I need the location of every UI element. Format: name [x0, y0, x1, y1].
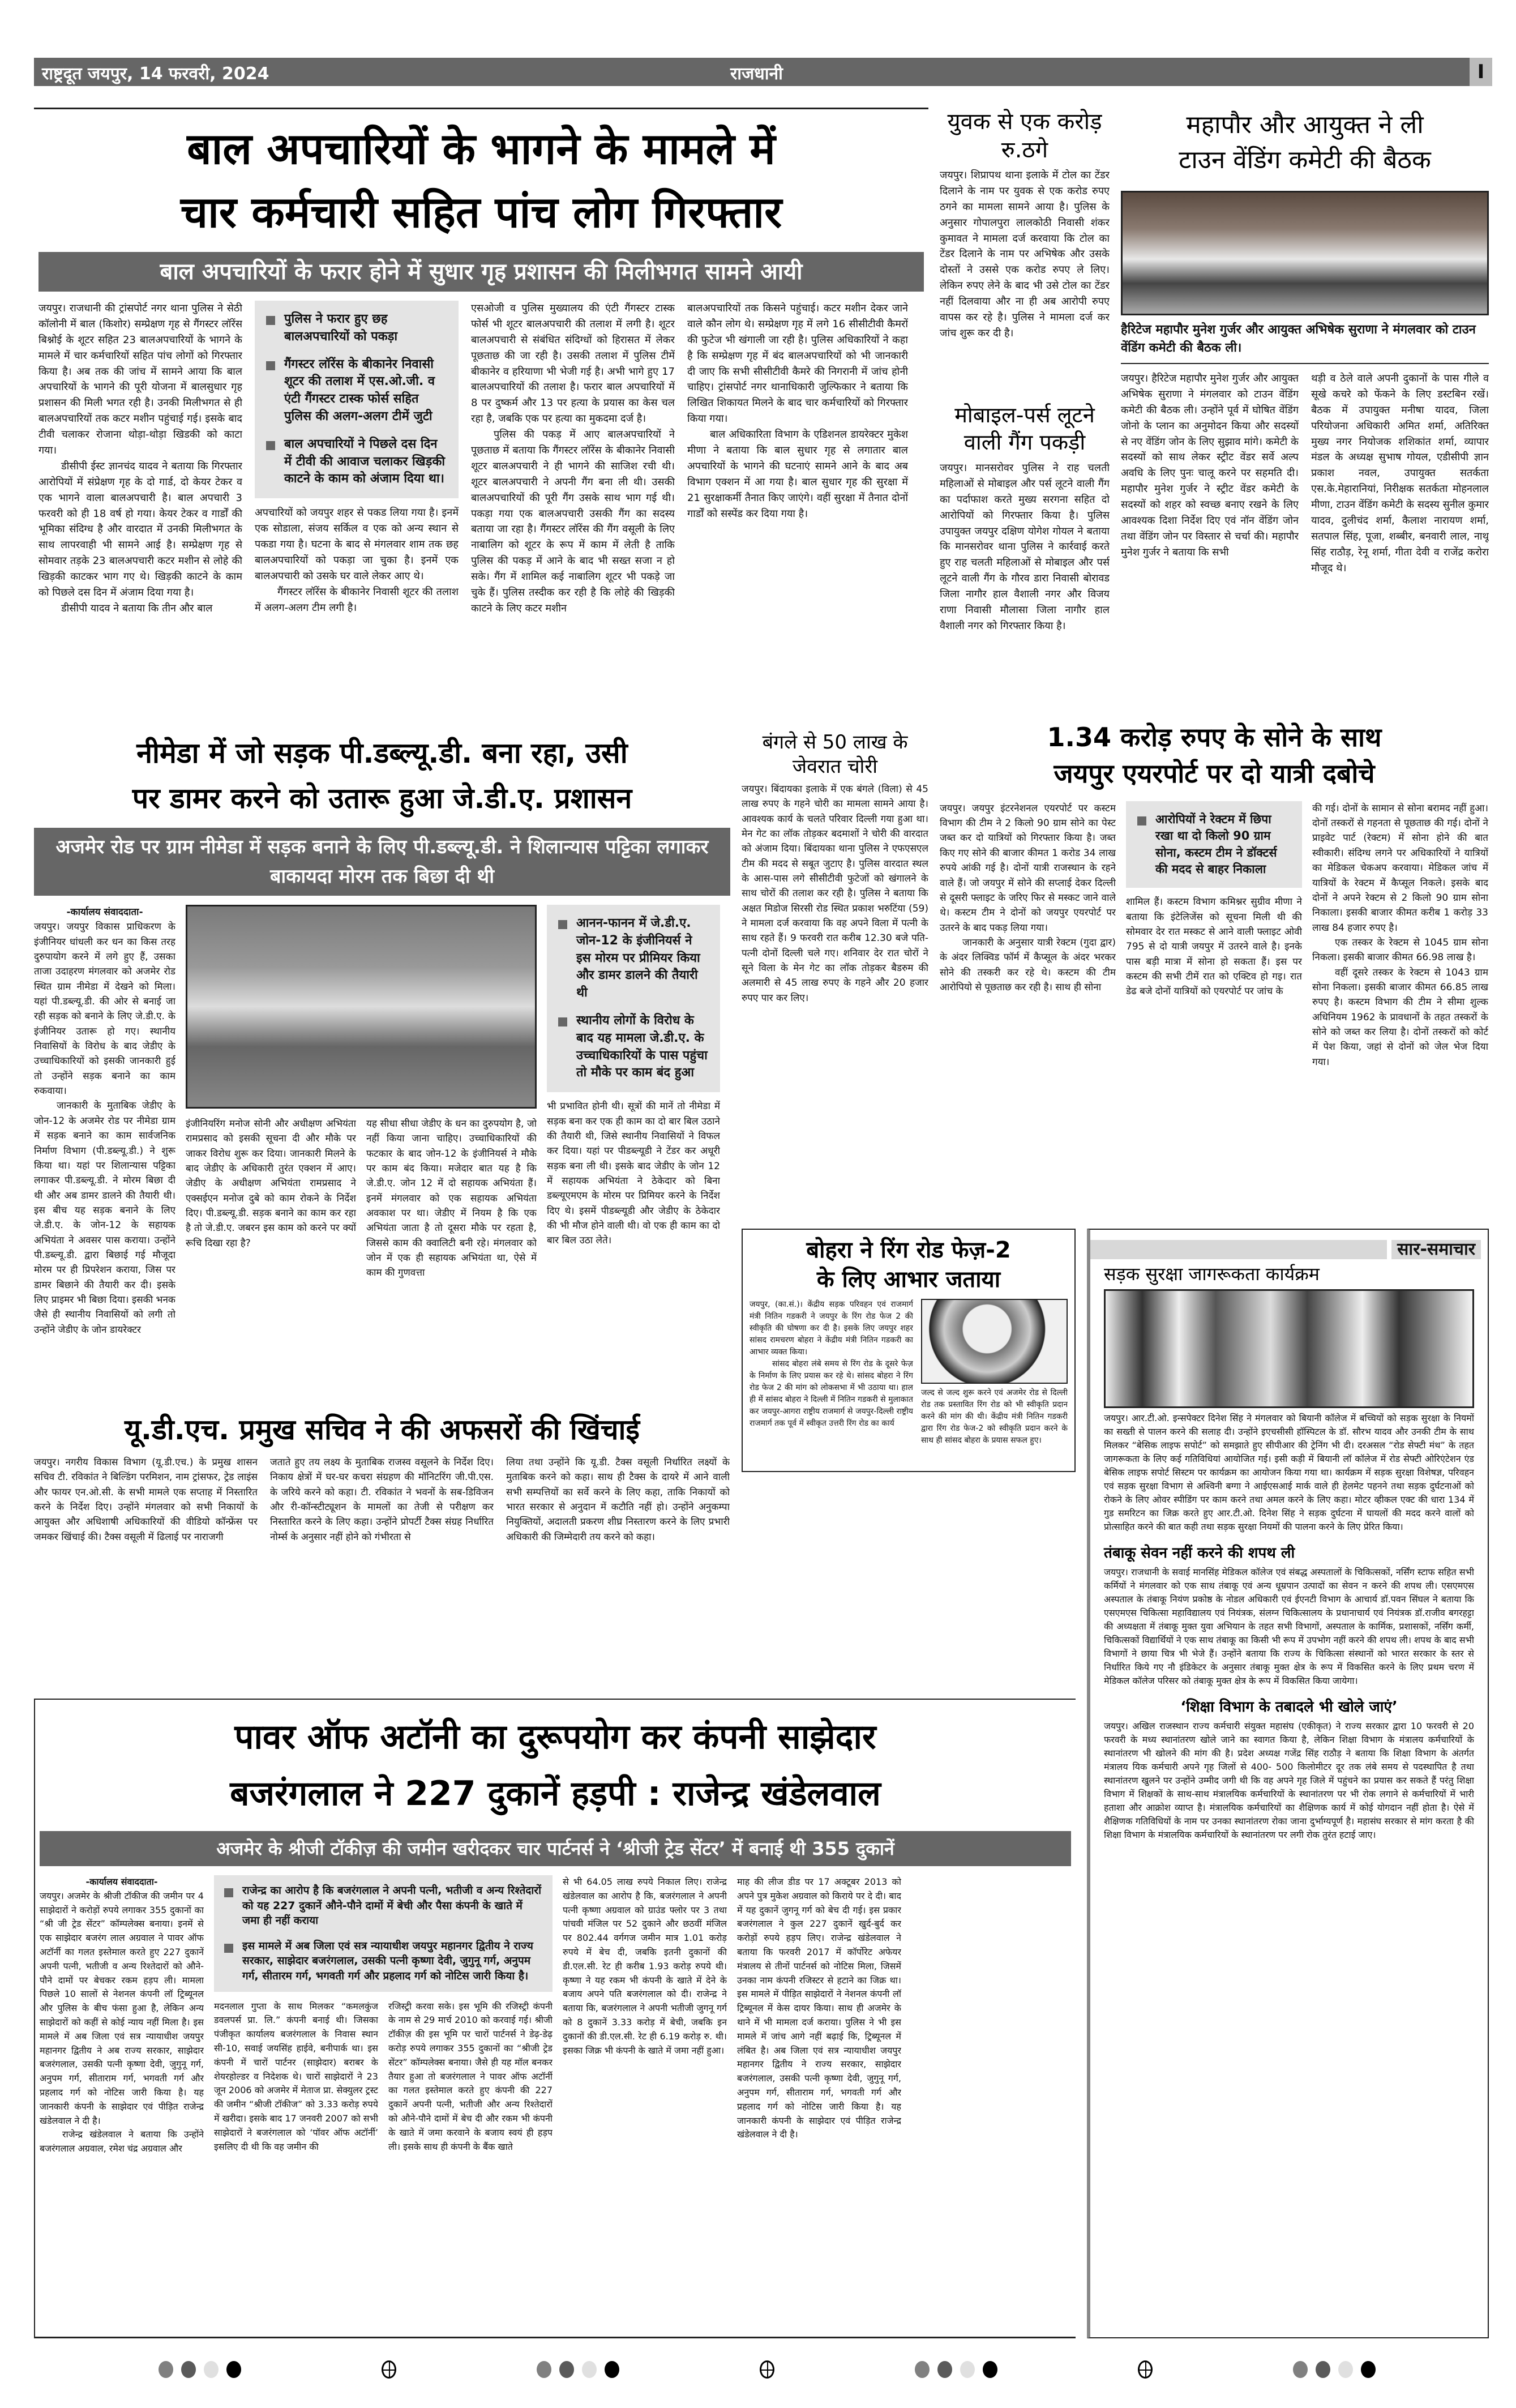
brief-body: जयपुर। राजधानी के सवाई मानसिंह मेडिकल कॉलेज एवं संबद्ध अस्पतालों के चिकित्सकों, नर्सिंग स्टाफ सहित सभी कर्मियों ने मंगलवार को एक साथ तंबाकू एवं अन्य धूम्रपान उत्पादों का सेवन न करने की शपथ ली। एसएमएस अस्पताल के तंबाकू नियंण प्रकोष्ठ के नोडल अधिकारी एवं ईएनटी विभाग के आचार्य डॉ.पवन सिंघल ने बताया कि एसएमएस चिकित्सा महाविद्यालय एवं नियंत्रक, संलग्न चिकित्सालय के प्रधानाचार्य एवं नियंत्रक डॉ.राजीव बगरहट्टा की अध्यक्षता में तंबाकू मुक्त युवा अभियान के तहत सभी विभागों, अस्पताल के कार्मिक, प्रशासकों, नर्सिंग कर्मी, चिकित्सकों विद्यार्थियों ने एक साथ तंबाकू का किसी भी रूप में उपभोग नहीं करने की शपथ ली। शपथ के बाद सभी विभागों ने छाया चित्र भी भेजे हैं। उन्होंने बताया कि राज्य के चिकित्सा संस्थानों को भारत सरकार के स्तर से निर्धारित किये गए नौ इंडिकेटर के अनुसार तंबाकू मुक्त क्षेत्र के रूप में विकसित करने के लिए प्रथम चरण में मेडिकल कॉलेज परिसर को तंबाकू मुक्त क्षेत्र के रूप में विकसित किया जायेगा। — [1104, 1567, 1474, 1686]
highlight-text: इस मामले में अब जिला एवं सत्र न्यायाधीश जयपुर महानगर द्वितीय ने राज्य सरकार, साझेदार बजरंगलाल, उसकी पत्नी कृष्णा देवी, जुगुनू गर्ग, अनुपम गर्ग, सीतारम गर्ग, भगवती गर्ग और प्रहलाद गर्ग को नोटिस जारी किया है। — [242, 1939, 533, 1982]
site-photo — [186, 905, 537, 1109]
story-col: मदनलाल गुप्ता के साथ मिलकर “कमलकुंज डवलपर्स प्रा. लि.” कंपनी बनाई थी। जिसका पंजीकृत कार्यालय बजरंगलाल के निवास स्थान सी-10, सवाई जयसिंह हाईवे, बनीपार्क था। इस कंपनी में चारों पार्टनर (साझेदार) बराबर के शेयरहोल्डर व निदेशक थे। चारों साझेदारों ने 23 जून 2006 को अजमेर में मेताज प्रा. सेक्युलर ट्रस्ट की जमीन “श्रीजी टॉकीज” को 3.33 करोड़ रुपये में खरीदा। इसके बाद 17 जनवरी 2007 को सभी साझेदारों ने बजरंगलाल को ‘पॉवर ऑफ अटॉर्नी’ इसलिए दी थी कि वह जमीन की — [214, 2000, 378, 2152]
paragraph: वहीं दूसरे तस्कर के रेक्टम से 1043 ग्राम सोना निकला। इसकी बाजार कीमत 66.85 लाख रुपए है। कस्टम विभाग की टीम ने सीमा शुल्क अधिनियम 1962 के प्रावधानों के तहत तस्करों के सोने को जब्त कर लिया है। दोनों तस्करों को कोर्ट में पेश किया, जहां से दोनों को जेल भेज दिया गया। — [1312, 966, 1488, 1068]
color-registration-dots — [915, 2361, 997, 2378]
paragraph: जयपुर। जयपुर विकास प्राधिकरण के इंजीनियर धांधली कर धन का किस तरह दुरुपायोग करने में लगे हुए हैं, उसका ताजा उदाहरण मंगलवार को अजमेर रोड स्थित ग्राम नीमेडा में देखने को मिला। यहां पी.डब्ल्यू.डी. की ओर से बनाई जा रही सड़क को बनाने के लिए जे.डी.ए. के इंजीनियर उतारू हो गए। स्थानीय निवासियों के विरोध के बाद जेडीए के उच्चाधिकारियों को इसकी जानकारी हुई तो उन्होंने सड़क बनाने का काम रुकवाया। — [34, 921, 175, 1097]
headline-line: बाल अपचारियों के भागने के मामले में — [187, 123, 776, 174]
subheadline: बाल अपचारियों के फरार होने में सुधार गृह प्रशासन की मिलीभगत सामने आयी — [38, 252, 924, 292]
brief-headline: सड़क सुरक्षा जागरूकता कार्यक्रम — [1104, 1263, 1320, 1285]
event-photo — [1104, 1289, 1474, 1408]
brief-headline: ‘शिक्षा विभाग के तबादले भी खोले जाएं’ — [1180, 1699, 1398, 1716]
headline: युवक से एक करोड़ रु.ठगे — [947, 109, 1102, 163]
color-dot-icon — [1338, 2361, 1353, 2378]
story-body: जयपुर। बिंदायका इलाके में एक बंगले (विला) से 45 लाख रुपए के गहने चोरी का मामला सामने आया है। आवश्यक कार्य के चलते परिवार दिल्ली गया हुआ था। मेन गेट का लॉक तोड़कर बदमाशों ने चोरी की वारदात को अंजाम दिया। बिंदायका थाना पुलिस ने एफएसएल टीम की मदद से सबूत जुटाए है। पुलिस वारदात स्थल के आस-पास लगे सीसीटीवी फुटेजों को खंगालने के साथ चोरों की तलाश कर रही है। पुलिस ने बताया कि अक्षत मिडोज सिरसी रोड स्थित प्रकाश भरुटिंया (59) ने मामला दर्ज करवाया कि वह अपने विला में पत्नी के साथ रहते हैं। 9 फरवरी रात करीब 12.30 बजे पति-पत्नी दोनों दिल्ली चले गए। शनिवार देर रात चोरों ने सूने विला के मेन गेट का लॉक तोड़कर बैडरुम की अलमारी से 45 लाख रुपए के गहने और 20 हजार रुपए पार कर लिए। — [742, 784, 928, 1004]
highlight-item — [224, 1883, 542, 1928]
story-col: जताते हुए तय लक्ष्य के मुताबिक राजस्व वसूलने के निर्देश दिए। निकाय क्षेत्रों में घर-घर कचरा संग्रहण की मॉनिटरिंग जी.पी.एस. के जरिये करने को कहा। टी. रविकांत ने भवनों के सब-डिविजन और री-कॉन्स्टीट्यूशन के मामलों का तेजी से परीक्षण कर निस्तारित करने के लिए कहा। उन्होंने प्रोपर्टी टैक्स संग्रह निर्धारित नोर्म्स के अनुसार नहीं होने को गंभीरता से — [270, 1457, 494, 1543]
story-theft — [742, 730, 928, 1217]
headline-line: के लिए आभार जताया — [816, 1267, 1001, 1293]
story-col: शामिल हैं। कस्टम विभाग कमिश्नर सुग्रीव मीणा ने बताया कि इंटेलिजेंस को सूचना मिली थी की सोमवार देर रात मस्कट से आने वाली फ्लाइट ओवी 795 से दो यात्री जयपुर में उतरने वाले है। इनके पास बड़ी मात्रा में सोना हो सकता हैं। इस पर कस्टम की सभी टीमें रात को एक्टिव हो गइ। रात डेढ बजे दोनों यात्रियों को एयरपोर्ट पर जांच के — [1126, 896, 1302, 998]
bullet-icon — [558, 1017, 567, 1026]
highlight-item — [1137, 811, 1291, 878]
story-col — [38, 301, 242, 669]
brief-headline: तंबाकू सेवन नहीं करने की शपथ ली — [1104, 1545, 1295, 1562]
highlight-text: स्थानीय लोगों के विरोध के बाद यह मामला जे.डी.ए. के उच्चाधिकारियों के पास पहुंचा तो मौके पर काम बंद हुआ — [576, 1013, 708, 1080]
color-dot-icon — [582, 2361, 597, 2378]
photo-caption: हैरिटेज महापौर मुनेश गुर्जर और आयुक्त अभिषेक सुराणा ने मंगलवार को टाउन वेंडिंग कमेटी की बैठक ली। — [1121, 321, 1489, 364]
headline — [35, 1709, 1076, 1822]
story-col: जयपुर। हैरिटेज महापौर मुनेश गुर्जर और आयुक्त अभिषेक सुराणा ने मंगलवार को टाउन वेंडिंग कमेटी की बैठक ली। उन्होंने पूर्व में घोषित वेंडिंग जोनो के प्लान का अनुमोदन किया और सदस्यों से नए वेंडिंग जोन के लिए सुझाव मांगे। कमेटी के सदस्यों को साथ लेकर स्ट्रीट वेंडर सर्वे अल्प अवधि के लिए पुनः चालू करने पर सहमति दी। महापौर मुनेश गुर्जर ने स्ट्रीट वेंडर कमेटी के सदस्यों को शहर को स्वच्छ बनाए रखने के लिए आवश्यक दिशा निर्देश दिए एवं नॉन वेंडिंग जोन तथा वेंडिंग जोन पर विस्तार से चर्चा की। महापौर मुनेश गुर्जर ने बताया कि सभी — [1121, 372, 1299, 558]
highlights-box — [547, 905, 720, 1092]
news-brief-sidebar — [1087, 1229, 1489, 2338]
story-road — [34, 730, 730, 1398]
story-col: थड़ी व ठेले वाले अपनी दुकानों के पास गीले व सूखे कचरे को फेंकने के लिए डस्टबिन रखें। बैठक में उपायुक्त मनीषा यादव, जिला परियोजना अधिकारी अमित शर्मा, अतिरिक्त मुख्य नगर नियोजक शशिकांत शर्मा, व्यापार मंडल के अध्यक्ष सुभाष गोयल, एडीसीपी ज्ञान प्रकाश नवल, उपायुक्त सतर्कता एस.के.मेहारानियां, निरीक्षक सतर्कता मोहनलाल मीणा, टाउन वेंडिंग कमेटी के सदस्य सुनील कुमार यादव, दुलीचंद शर्मा, कैलाश नारायण शर्मा, सतपाल सिंह, पूजा, शब्बीर, बनवारी लाल, नाथू सिंह राठौड़, रेनू शर्मा, गीता देवी व राजेंद्र करोरा मौजूद थे। — [1311, 372, 1489, 574]
story-gold — [940, 719, 1489, 1217]
highlight-text: आरोपियों ने रेक्टम में छिपा रखा था दो किलो 90 ग्राम सोना, कस्टम टीम ने डॉक्टर्स की मदद से बाहर निकाला — [1155, 812, 1277, 876]
story-col: इंजीनियरिंग मनोज सोनी और अधीक्षण अभियंता रामप्रसाद को इसकी सूचना दी और मौके पर जाकर विरोध शुरू कर दिया। जानकारी मिलने के बाद जेडीए के अधिकारी तुरंत एक्शन में आए। जेडीए के अधीक्षण अभियंता रामप्रसाद ने एक्सईएन मनोज दुबे को काम रोकने के निर्देश दिए। पी.डब्ल्यू.डी. सड़क बनाने का काम कर रहा है तो जे.डी.ए. जबरन इस काम को करने पर क्यों रूचि दिखा रहा है? — [186, 1118, 356, 1249]
color-dot-icon — [915, 2361, 930, 2378]
byline: -कार्यालय संवाददाता- — [66, 906, 143, 918]
headline-line: जयपुर एयरपोर्ट पर दो यात्री दबोचे — [1054, 758, 1375, 789]
paragraph: जयपुर। राजधानी की ट्रांसपोर्ट नगर थाना पुलिस ने सेठी कॉलोनी में बाल (किशोर) सम्प्रेक्षण गृह से गैंगस्टर लॉरेंस बिश्नोई के शूटर सहित 23 बालअपचारियों के भागने के मामले में चार कर्मचारियों सहित पांच लोगों को गिरफ्तार किया है। अब तक की जांच में सामने आया कि बाल अपचारियों के भागने की पूरी योजना में बालसुधार गृह प्रशासन की मिली भगत रही है। उनकी मिलीभगत से ही बालअपचारियों तक कटर मशीन पहुंचाई गई। इसके बाद टीवी चलाकर रोजाना थोड़ा-थोड़ा खिडकी को काटा गया। — [38, 302, 242, 457]
label-bar — [1090, 1240, 1387, 1259]
headline: यू.डी.एच. प्रमुख सचिव ने की अफसरों की खिंचाई — [125, 1413, 640, 1446]
paragraph: डीसीपी ईस्ट ज्ञानचंद यादव ने बताया कि गिरफ्तार आरोपियों में संप्रेक्षण गृह के दो गार्ड, दो केयर टेकर व एक भागने वाला बालअपचारी है। बाल अपचारी 3 फरवरी को ही 18 वर्ष हो गया। केयर टेकर व गार्डों की भूमिका संदिग्ध है और वारदात में उनकी मिलीभगत के साथ लापरवाही भी सामने आई है। सम्प्रेक्षण गृह से सोमवार तड़के 23 बालअपचारी कटर मशीन से लोहे की खिड़की काटकर भाग गए थे। खिड़की काटने के काम को पिछले दस दिन में अंजाम दिया गया है। — [38, 460, 242, 599]
bullet-icon — [224, 1944, 233, 1953]
highlight-text: पुलिस ने फरार हुए छह बालअपचारियों को पकड़ा — [284, 312, 398, 344]
story-col: से भी 64.05 लाख रुपये निकाल लिए। राजेन्द्र खंडेलवाल का आरोप है कि, बजरंगलाल ने अपनी पत्नी कृष्णा अग्रवाल को ग्राउंड फ्लोर पर 3 तथा पांचवी मंजिल पर 52 दुकाने और छठवीं मंजिल पर 802.44 वर्गगज जमीन मात्र 1.01 करोड़ रुपये में बेच दी, जबकि इतनी दुकानों की डी.एल.सी. रेट ही करीब 1.93 करोड़ रुपये थी। कृष्णा ने यह रकम भी कंपनी के खाते में देने के बजाय अपने पति बजरंगलाल को दी। राजेन्द्र ने बताया कि, बजरंगलाल ने अपनी भतीजी जुगनू गर्ग को 8 दुकानें 3.33 करोड़ में बेची, जबकि इन दुकानों की डी.एल.सी. रेट ही 6.19 करोड़ रु. थी। इसका जिक्र भी कंपनी के खाते में जमा नहीं हुआ। — [563, 1876, 727, 2056]
paragraph: जयपुर, (का.सं.)। केंद्रीय सड़क परिवहन एवं राजमार्ग मंत्री नितिन गडकरी ने जयपुर के रिंग रोड फेज 2 की स्वीकृति की घोषणा कर दी है। इसके लिए जयपुर शहर सांसद रामचरण बोहरा ने केंद्रीय मंत्री नितिन गडकरी का आभार व्यक्त किया। — [750, 1300, 913, 1357]
headline-line: नीमेडा में जो सड़क पी.डब्ल्यू.डी. बना रहा, उसी — [136, 737, 628, 769]
story-thug — [940, 108, 1110, 391]
story-udh — [34, 1410, 730, 1687]
crosshair-registration-icon — [760, 2360, 774, 2379]
highlight-text: राजेन्द्र का आरोप है कि बजरंगलाल ने अपनी पत्नी, भतीजी व अन्य रिश्तेदारों को यह 227 दुकानें औने-पौने दामों में बेची और पैसा कंपनी के खाते में जमा ही नहीं कराया — [242, 1884, 542, 1927]
story-col — [1312, 801, 1488, 1209]
highlight-item — [266, 356, 447, 426]
story-col: जयपुर। नगरीय विकास विभाग (यू.डी.एच.) के प्रमुख शासन सचिव टी. रविकांत ने बिल्डिंग परमिशन, नाम ट्रांसफर, ट्रेड लाइंस और फायर एन.ओ.सी. के सभी मामले एक सप्ताह में निस्तारित करने के निर्देश दिए। उन्होंने मंगलवार को सभी निकायों के आयुक्त और अधिशाषी अधिकारियों की वीडियो कॉन्फ्रेंस पर जमकर खिंचाई की। टैक्स वसूली में ढिलाई पर नाराजगी — [34, 1457, 258, 1543]
color-dot-icon — [605, 2361, 619, 2378]
paragraph: एसओजी व पुलिस मुख्यालय की एंटी गैंगस्टर टास्क फोर्स भी शूटर बालअपचारी की तलाश में लगी है। शूटर बालअपचारी से संबंधित संदिग्धों को हिरासत में लेकर पूछताछ की जा रही है। उसकी तलाश में पुलिस टीमें बीकानेर व हरियाणा भी भेजी गई है। अभी भागे हुए 17 बालअपचारियों की तलाश है। फरार बाल अपचारियों में 8 पर दुष्कर्म और 13 पर हत्या के प्रयास का केस चल रहा है, जबकि एक पर हत्या का मुकदमा दर्ज है। — [471, 302, 675, 425]
paragraph: जानकारी के अनुसार यात्री रेक्टम (गुदा द्वार) के अंदर लिक्विड फॉर्म में कैप्सूल के अंदर भरकर सोने की तस्करी कर रहे थे। कस्टम की टीम आरोपियो से पूछताछ कर रही है। साथ ही सोना — [940, 936, 1116, 993]
story-col: भी प्रभावित होनी थी। सूत्रों की मानें तो नीमेडा में सड़क बना कर एक ही काम का दो बार बिल उठाने की तैयारी थी, जिसे स्थानीय निवासियों ने विफल कर दिया। यहां पर पीडब्ल्यूडी ने टेंडर कर अधूरी सड़क बना ली थी। इसके बाद जेडीए के जोन 12 में सहायक अभियंता ने ठेकेदार को बिना डब्ल्यूएमएम के मोरम पर प्रिमियर करने के निर्देश दिए थे। इसमें पीडब्ल्यूडी और जेडीए के ठेकेदार की भी मौज होने वाली थी। वो एक ही काम का दो बार बिल उठा लेते। — [547, 1101, 720, 1247]
mp-portrait — [921, 1299, 1068, 1384]
story-power — [34, 1699, 1076, 2338]
color-registration-dots — [537, 2361, 619, 2378]
story-vending — [1121, 108, 1489, 708]
headline: मोबाइल-पर्स लूटने वाली गैंग पकड़ी — [954, 403, 1095, 455]
headline — [743, 1235, 1074, 1294]
headline — [34, 730, 730, 821]
story-col — [40, 1875, 204, 2283]
paragraph: जयपुर। जयपुर इंटरनेशनल एयरपोर्ट पर कस्टम विभाग की टीम ने 2 किलो 90 ग्राम सोने का पेस्ट जब्त कर दो यात्रियों को गिरफ्तार किया है। जब्त किए गए सोने की बाजार कीमत 1 करोड 34 लाख रुपये आंकी गई है। दोनों यात्री राजस्थान के रहने वाले हैं। जो जयपुर में सोने की सप्लाई देकर दिल्ली से दूसरी फ्लाइट के जरिए फिर से मस्कट जाने वाले थे। कस्टम टीम ने दोनों को जयपुर एयरपोर्ट पर उतरने के बाद पकड़ लिया गया। — [940, 802, 1116, 934]
bullet-icon — [266, 316, 275, 325]
story-col — [34, 905, 175, 1380]
crosshair-registration-icon — [382, 2360, 396, 2379]
story-bohra — [742, 1229, 1076, 1472]
color-dot-icon — [1293, 2361, 1308, 2378]
story-col — [687, 301, 908, 669]
headline — [1121, 108, 1489, 177]
headline-line: बजरंगलाल ने 227 दुकानें हड़पी : राजेन्द्र खंडेलवाल — [230, 1774, 881, 1814]
paragraph: पुलिस की पकड़ में आए बालअपचारियों ने पूछताछ में बताया कि गैंगस्टर लॉरेंस के बीकानेर निवासी शूटर बालअपचारी ने ही भागने की साजिश रची थी। शूटर बालअपचारी ने अपनी गैंग बना ली थी। उसकी बालअपचारियों की पूरी गैंग उसके साथ भाग गई थी। पकड़ा गया एक बालअपचारी उसकी गैंग का सदस्य बताया जा रहा है। गैंगस्टर लॉरेंस की गैंग वसूली के लिए नाबालिग को शूटर के रूप में काम में लेती है ताकि पुलिस की पकड़ में आने के बाद भी सख्त सजा न हो सके। गैंग में शामिल कई नाबालिग शूटर भी पकड़े जा चुके हैं। पुलिस तस्दीक कर रही है कि लोहे की खिड़की काटने के लिए कटर मशीन — [471, 429, 675, 614]
color-dot-icon — [204, 2361, 219, 2378]
brief-body: जयपुर। अखिल राजस्थान राज्य कर्मचारी संयुक्त महासंघ (एकीकृत) ने राज्य सरकार द्वारा 10 फरवरी से 20 फरवरी के मध्य स्थानांतरण खोले जाने का स्वागत किया है, लेकिन शिक्षा विभाग के मंत्रालय कर्मचारियों के स्थानांतरण भी खोलने की मांग की है। प्रदेश अध्यक्ष गजेंद्र सिंह राठौड़ ने बताया कि शिक्षा विभाग के अंतर्गत मंत्रालय यिक कर्मचारी अपने गृह जिलों से 400- 500 किलोमीटर दूर तक लंबे समय से पदस्थापित है तथा स्थानांतरण खुलने पर उन्होंने उम्मीद जगी थी कि वह अपने गृह जिले में पहुंचने का प्रयास कर सकते हैं परंतु शिक्षा विभाग में शिक्षकों के साथ-साथ मंत्रालयिक कर्मचारियों के स्थानांतरण पर भी रोक लगाने से कर्मचारियों में भारी हताशा और आक्रोश व्याप्त है। मंत्रालयिक कर्मचारियों का शैक्षिणक कार्य में कोई योगदान नहीं होता है। ऐसे में शैक्षिणक गतिविधियों के नाम पर उनका स्थानांतरण रोका जाना दुर्भाग्यपूर्ण है। महासंघ सरकार से मांग करता है की शिक्षा विभाग के मंत्रालयिक कर्मचारियों के स्थानांतरण पर लगी रोक तुरंत हटाई जाए। — [1104, 1721, 1474, 1840]
highlight-item — [558, 1012, 709, 1082]
bullet-icon — [558, 920, 567, 929]
color-dot-icon — [537, 2361, 551, 2378]
highlights-box — [255, 301, 459, 498]
highlights-box — [214, 1875, 553, 1992]
story-mobile — [940, 402, 1110, 708]
headline-line: पावर ऑफ अटॉनी का दुरूपयोग कर कंपनी साझेदार — [234, 1717, 876, 1757]
highlight-item — [266, 311, 447, 346]
highlight-item — [558, 915, 709, 1002]
color-registration-dots — [159, 2361, 241, 2378]
paragraph: अपचारियों को जयपुर शहर से पकड लिया गया है। इनमें एक सोडाला, संजय सर्किल व एक को अन्य स्थान से पकडा गया है। घटना के बाद से मंगलवार शाम तक छह बालअपचारियों को पकड़ा जा चुका है। इनमें एक बालअपचारी को उसके घर वाले लेकर आए थे। — [255, 507, 459, 582]
sidebar-label: सार-समाचार — [1391, 1240, 1481, 1259]
story-col: रजिस्ट्री करवा सके। इस भूमि की रजिस्ट्री कंपनी के नाम से 29 मार्च 2010 को करवाई गई। श्रीजी टॉकीज़ की इस भूमि पर चारों पार्टनर्स ने डेढ़-डेढ़ करोड़ रुपये लगाकर 355 दुकानों का “श्रीजी ट्रेड सेंटर” कॉम्पलेक्स बनाया। जैसे ही यह मॉल बनकर तैयार हुआ तो बजरंगलाल ने पावर ऑफ अटॉर्नी का गलत इस्तेमाल करते हुए कंपनी की 227 दुकानें अपनी पत्नी, भतीजी और अन्य रिश्तेदारों को औने-पौने दामों में बेच दी और रकम भी कंपनी के खाते में जमा करवाने के बजाय स्वयं ही हड़प ली। इसके साथ ही कंपनी के बैंक खाते — [388, 2000, 553, 2152]
highlight-text: आनन-फानन में जे.डी.ए. जोन-12 के इंजीनियर्स ने इस मोरम पर प्रीमियर किया और डामर डालने की तैयारी थी — [576, 916, 700, 1000]
color-dot-icon — [181, 2361, 196, 2378]
headline — [940, 719, 1489, 792]
paragraph: बालअपचारियों तक किसने पहुंचाई। कटर मशीन देकर जाने वाले कौन लोग थे। सम्प्रेक्षण गृह में लगे 16 सीसीटीवी कैमरों की फुटेज भी खंगाली जा रही है। पुलिस अधिकारियों ने कहा है कि सम्प्रेक्षण गृह में बंद बालअपचारियों को भी जानकारी दी जाए कि सभी सीसीटीवी कैमरे की निगरानी में जांच होनी चाहिए। ट्रांसपोर्ट नगर थानाधिकारी जुल्फिकार ने बताया कि लिखित शिकायत मिलने के बाद चार कर्मचारियों को गिरफ्तार किया गया। — [687, 302, 908, 425]
color-dot-icon — [937, 2361, 952, 2378]
page-number: I — [1470, 58, 1492, 86]
story-col: यह सीधा सीधा जेडीए के धन का दुरुपयोग है, जो नहीं किया जाना चाहिए। उच्चाधिकारियों की फटकार के बाद जोन-12 के इंजीनियर्स ने मौके पर काम बंद किया। मजेदार बात यह है कि जे.डी.ए. जोन 12 में दो सहायक अभियंता हैं। इनमें मंगलवार को एक सहायक अभियंता अवकाश पर था। जेडीए में नियम है कि एक अभियंता जाता है तो दूसरा मौके पर रहता है, जिससे काम की क्वालिटी बनी रहे। मंगलवार को जोन में एक ही सहायक अभियंता था, ऐसे में काम की गुणवत्ता — [366, 1118, 537, 1279]
color-dot-icon — [559, 2361, 574, 2378]
paragraph: एक तस्कर के रेक्टम से 1045 ग्राम सोना निकला। इसकी बाजार कीमत 66.98 लाख है। — [1312, 936, 1488, 964]
headline-line: टाउन वेंडिंग कमेटी की बैठक — [1179, 145, 1431, 174]
brief-body: जयपुर। आर.टी.ओ. इन्सपेक्टर दिनेश सिंह ने मंगलवार को बियानी कॉलेज में बच्चियों को सड़क सुरक्षा के नियमों का सख्ती से पालन करने की सलाह दी। उन्होंने इएचसीसी हॉस्पिटल के डॉ. सौरभ यादव और उनकी टीम के साथ मिलकर “बेसिक लाइफ सपोर्ट” को समझाते हुए सीपीआर की ट्रेनिंग भी दी। दरअसल “रोड सेफ्टी मंथ” के तहत जागरूकता के लिए कई गतिविधियां आयोजित गई। इसी कड़ी में बियानी लॉ कॉलेज में रोड सेफ्टी ओरिएंटेशन एंड बेसिक लाइफ सपोर्ट सिस्टम पर कार्यक्रम का आयोजन किया गया था। कार्यक्रम में सड़क सुरक्षा विशेषज्ञ, परिवहन एवं सड़क सुरक्षा विभाग से अश्विनी बग्गा ने आईएसआई मार्क वाले ही हेलमेट पहनने तथा सड़क दुर्घटनाओं को रोकने के लिए ओवर स्पीडिंग पर काम करने तथा अमल करने के लिए कहा। मोटर व्हीकल एक्ट की धारा 134 में गुड समरिटन का जिक्र करते हुए आर.टी.ओ. दिनेश सिंह ने सड़क दुर्घटना में घायलों की मदद करने वालों को प्रोत्साहित करने की बात कही तथा सड़क सुरक्षा नियमों की पालना करने के लिए प्रेरित किया। — [1104, 1413, 1474, 1532]
subheadline: अजमेर के श्रीजी टॉकीज़ की जमीन खरीदकर चार पार्टनर्स ने ‘श्रीजी ट्रेड सेंटर’ में बनाई थी 355 दुकानें — [40, 1831, 1071, 1866]
dateline: राष्ट्रदूत जयपुर, 14 फरवरी, 2024 — [42, 64, 269, 84]
page-header — [34, 58, 1485, 86]
story-juvenile — [34, 108, 928, 708]
highlight-text: बाल अपचारियों ने पिछले दस दिन में टीवी की आवाज चलाकर खिड़की काटने के काम को अंजाम दिया था। — [284, 437, 446, 486]
story-col — [750, 1299, 913, 1469]
highlight-item — [266, 436, 447, 488]
headline-line: बोहरा ने रिंग रोड फेज़-2 — [806, 1237, 1011, 1263]
color-dot-icon — [159, 2361, 173, 2378]
byline: -कार्यालय संवाददाता- — [85, 1876, 158, 1887]
crosshair-registration-icon — [1138, 2360, 1153, 2379]
color-dot-icon — [1361, 2361, 1376, 2378]
subheadline: अजमेर रोड पर ग्राम नीमेडा में सड़क बनाने के लिए पी.डब्ल्यू.डी. ने शिलान्यास पट्टिका लगाकर बाकायदा मोरम तक बिछा दी थी — [34, 828, 730, 896]
headline-line: महापौर और आयुक्त ने ली — [1186, 110, 1424, 139]
bullet-icon — [1137, 816, 1146, 826]
bullet-icon — [224, 1888, 233, 1897]
paragraph: की गई। दोनों के सामान से सोना बरामद नहीं हुआ। दोनों तस्करों से गहनता से पूछताछ की गई। दोनों ने प्राइवेट पार्ट (रेक्टम) में सोना होने की बात स्वीकारी। संदिग्ध लगने पर अधिकारियों ने यात्रियों का मेडिकल चेकअप करवाया। मेडिकल जांच में यात्रियों के रेक्टम में कैप्सूल निकले। इसके बाद दोनों ने अपने रेक्टम से 2 किलो 90 ग्राम सोना निकाला। इसकी बाजार कीमत करीब 1 करोड़ 33 लाख 84 हजार रुपए है। — [1312, 802, 1488, 934]
headline — [34, 117, 928, 244]
headline-line: चार कर्मचारी सहित पांच लोग गिरफ्तार — [180, 187, 782, 237]
meeting-photo — [1121, 191, 1489, 315]
story-body: जयपुर। शिप्रापथ थाना इलाके में टोल का टेंडर दिलाने के नाम पर युवक से एक करोड रुपए ठगने का मामला सामने आया है। पुलिस के अनुसार गोपालपुरा लालकोठी निवासी शंकर कुमावत ने मामला दर्ज करवाया कि टोल का टेंडर दिलाने के नाम पर अभिषेक और उसके दोस्तों ने उससे एक करोड रुपए ले लिए। लेकिन रुपए लेने के बाद भी उसे टोल का टेंडर नहीं दिलवाया और ना ही अब आरोपी रुपए वापस कर रहे है। पुलिस ने मामला दर्ज कर जांच शुरू कर दी है। — [940, 169, 1110, 339]
highlights-box — [1126, 801, 1302, 888]
color-dot-icon — [960, 2361, 975, 2378]
paragraph: सांसद बोहरा लंबे समय से रिंग रोड के दूसरे फेज़ के निर्माण के लिए प्रयास कर रहे थे। सांसद बोहरा ने रिंग रोड फेज 2 की मांग को लोकसभा में भी उठाया था। हाल ही में सांसद बोहरा ने दिल्ली में नितिन गडकरी से मुलाकात कर जयपुर-आगरा राष्ट्रीय राजमार्ग से जयपुर-दिल्ली राष्ट्रीय राजमार्ग तक पूर्व में स्वीकृत उत्तरी रिंग रोड का कार्य — [750, 1359, 913, 1428]
color-registration-dots — [1293, 2361, 1376, 2378]
paragraph: राजेन्द्र खंडेलवाल ने बताया कि उन्होंने बजरंगलाल अग्रवाल, रमेश चंद्र अग्रवाल और — [40, 2129, 204, 2154]
story-col: लिया तथा उन्होंने कि यू.डी. टैक्स वसूली निर्धारित लक्ष्यों के मुताबिक करने को कहा। साथ ही टैक्स के दायरे में आने वाली सभी सम्पत्तियों का सर्वे करने के लिए कहा, ताकि निकायों को भारत सरकार से अनुदान में कटौति नहीं हो। उन्होंने अनुकम्पा नियुक्तियों, अदालती प्रकरण शीघ्र निस्तारण करने के लिए प्रभारी अधिकारी की जिम्मेदारी तय करने को कहा। — [506, 1457, 730, 1543]
highlight-item — [224, 1939, 542, 1984]
paragraph: जयपुर। अजमेर के श्रीजी टॉकीज की जमीन पर 4 साझेदारों ने करोड़ों रुपये लगाकर 355 दुकानों का “श्री जी ट्रेड सेंटर” कॉम्पलेक्स बनाया। इनमें से एक साझेदार बजरंग लाल अग्रवाल ने पावर ऑफ अटॉर्नी का गलत इस्तेमाल करते हुए 227 दुकानें अपनी पत्नी, भतीजी व अन्य रिश्तेदारों को औने-पौने दामों पर बेचकर रकम हड़प ली। मामला पिछले 10 सालों से नेशनल कंपनी लॉ ट्रिब्यूनल और पुलिस के बीच फंसा हुआ है, लेकिन अन्य साझेदारों को कहीं से कोई न्याय नहीं मिला है। इस मामले में अब जिला एवं सत्र न्यायाधीश जयपुर महानगर द्वितीय ने अब राज्य सरकार, साझेदार बजरंगलाल, उसकी पत्नी कृष्णा देवी, जुगुनू गर्ग, अनुपम गर्ग, सीताराम गर्ग, भगवती गर्ग और प्रहलाद गर्ग को नोटिस जारी किया है। यह जानकारी कंपनी के साझेदार एवं पीड़ित राजेन्द्र खंडेलवाल ने दी है। — [40, 1890, 204, 2126]
story-col — [940, 801, 1116, 1209]
bullet-icon — [266, 361, 275, 370]
headline: बंगले से 50 लाख के जेवरात चोरी — [762, 731, 908, 778]
color-dot-icon — [1316, 2361, 1330, 2378]
story-col — [471, 301, 675, 669]
paragraph: डीसीपी यादव ने बताया कि तीन और बाल — [61, 602, 213, 614]
story-col — [255, 505, 459, 669]
section-title: राजधानी — [730, 64, 783, 84]
headline-line: 1.34 करोड़ रुपए के सोने के साथ — [1047, 722, 1382, 752]
highlight-text: गैंगस्टर लॉरेंस के बीकानेर निवासी शूटर की तलाश में एस.ओ.जी. व एंटी गैंगस्टर टास्क फोर्स सहित पुलिस की अलग-अलग टीमें जुटी — [284, 357, 435, 424]
paragraph: जानकारी के मुताबिक जेडीए के जोन-12 के अजमेर रोड पर नीमेडा ग्राम में सड़क बनाने का काम सार्वजनिक निर्माण विभाग (पी.डब्ल्यू.डी.) ने शुरू किया था। यहां पर शिलान्यास पट्टिका लगाकर पी.डब्ल्यू.डी. ने मोरम बिछा दी थी और अब डामर डालने की तैयारी थी। इस बीच यह सड़क बनाने के लिए जे.डी.ए. के जोन-12 के सहायक अभियंता ने अवसर पास कराया। उन्होंने पी.डब्ल्यू.डी. द्वारा बिछाई गई मौजूदा मोरम पर ही प्रिपरेशन कराया, जिस पर डामर बिछाने की तैयारी कर दी। इसके लिए प्राइमर भी बिछा दिया। इसकी भनक जैसे ही स्थानीय निवासियों को लगी तो उन्होंने जेडीए के जोन डायरेक्टर — [34, 1100, 175, 1336]
color-dot-icon — [226, 2361, 241, 2378]
color-dot-icon — [983, 2361, 997, 2378]
story-body: जयपुर। मानसरोवर पुलिस ने राह चलती महिलाओं से मोबाइल और पर्स लूटने वाली गैंग का पर्दाफाश करते मुख्य सरगना सहित दो आरोपियों को गिरफ्तार किया है। पुलिस उपायुक्त जयपुर दक्षिण योगेश गोयल ने बताया कि मानसरोवर थाना पुलिस ने कार्रवाई करते हुए राह चलती महिलाओं से मोबाइल और पर्स लूटने वाली गैंग के गौरव डारा निवासी बोरावड जिला नागौर हाल वैशाली नगर और विजय राणा निवासी मौलासा जिला नागौर हाल वैशाली नगर को गिरफ्तार किया है। — [940, 462, 1110, 632]
bullet-icon — [266, 441, 275, 450]
story-col: माह की लीज डीड पर 17 अक्टूबर 2013 को अपने पुत्र मुकेश अग्रवाल को किराये पर दे दी। बाद में यह दुकानें जुगनू गर्ग को बेच दी गई। इस प्रकार बजरंगलाल ने कुल 227 दुकानें खुर्द-बुर्द कर करोड़ों रुपये हड़प लिए। राजेन्द्र खंडेलवाल ने बताया कि फरवरी 2017 में कॉर्पोरेट अफेयर मंत्रालय से तीनों पार्टनर्स को नोटिस मिला, जिसमें उनका नाम कंपनी रजिस्टर से हटाने का जिक्र था। इस मामले में पीड़ित साझेदारों ने नेशनल कंपनी लॉ ट्रिब्यूनल में केस दायर किया। साथ ही अजमेर के थाने में भी मामला दर्ज कराया। पुलिस ने भी इस मामले में जांच आगे नहीं बढ़ाई कि, ट्रिब्यूनल में लंबित है। अब जिला एवं सत्र न्यायाधीश जयपुर महानगर द्वितीय ने राज्य सरकार, साझेदार बजरंगलाल, उसकी पत्नी कृष्णा देवी, जुगुनू गर्ग, अनुपम गर्ग, सीताराम गर्ग, भगवती गर्ग और प्रहलाद गर्ग को नोटिस जारी किया है। यह जानकारी कंपनी के साझेदार एवं पीड़ित राजेन्द्र खंडेलवाल ने दी है। — [737, 1876, 901, 2140]
story-col: जल्द से जल्द शुरू करने एवं अजमेर रोड से दिल्ली रोड तक प्रस्तावित रिंग रोड को भी स्वीकृति प्रदान करने की मांग की थी। केंद्रीय मंत्री नितिन गडकरी द्वारा रिंग रोड फेज-2 को स्वीकृति प्रदान करने के साथ ही सांसद बोहरा के प्रयास सफल हुए। — [920, 1388, 1068, 1445]
headline-line: पर डामर करने को उतारू हुआ जे.डी.ए. प्रशासन — [132, 782, 632, 815]
paragraph: गैंगस्टर लॉरेंस के बीकानेर निवासी शूटर की तलाश में अलग-अलग टीम लगी है। — [255, 585, 459, 614]
print-marks — [159, 2358, 1376, 2381]
paragraph: बाल अधिकारिता विभाग के एडिशनल डायरेक्टर मुकेश मीणा ने बताया कि बाल सुधार गृह से लगातार बाल अपचारियों के भागने की घटनाएं सामने आने के बाद अब विभाग एक्शन में आ गया है। बाल सुधार गृह की सुरक्षा में 21 सुरक्षाकर्मी तैनात किए जाएंगे। वहीं सुरक्षा में तैनात दोनों गार्डों को सस्पेंड कर दिया गया है। — [687, 429, 908, 520]
